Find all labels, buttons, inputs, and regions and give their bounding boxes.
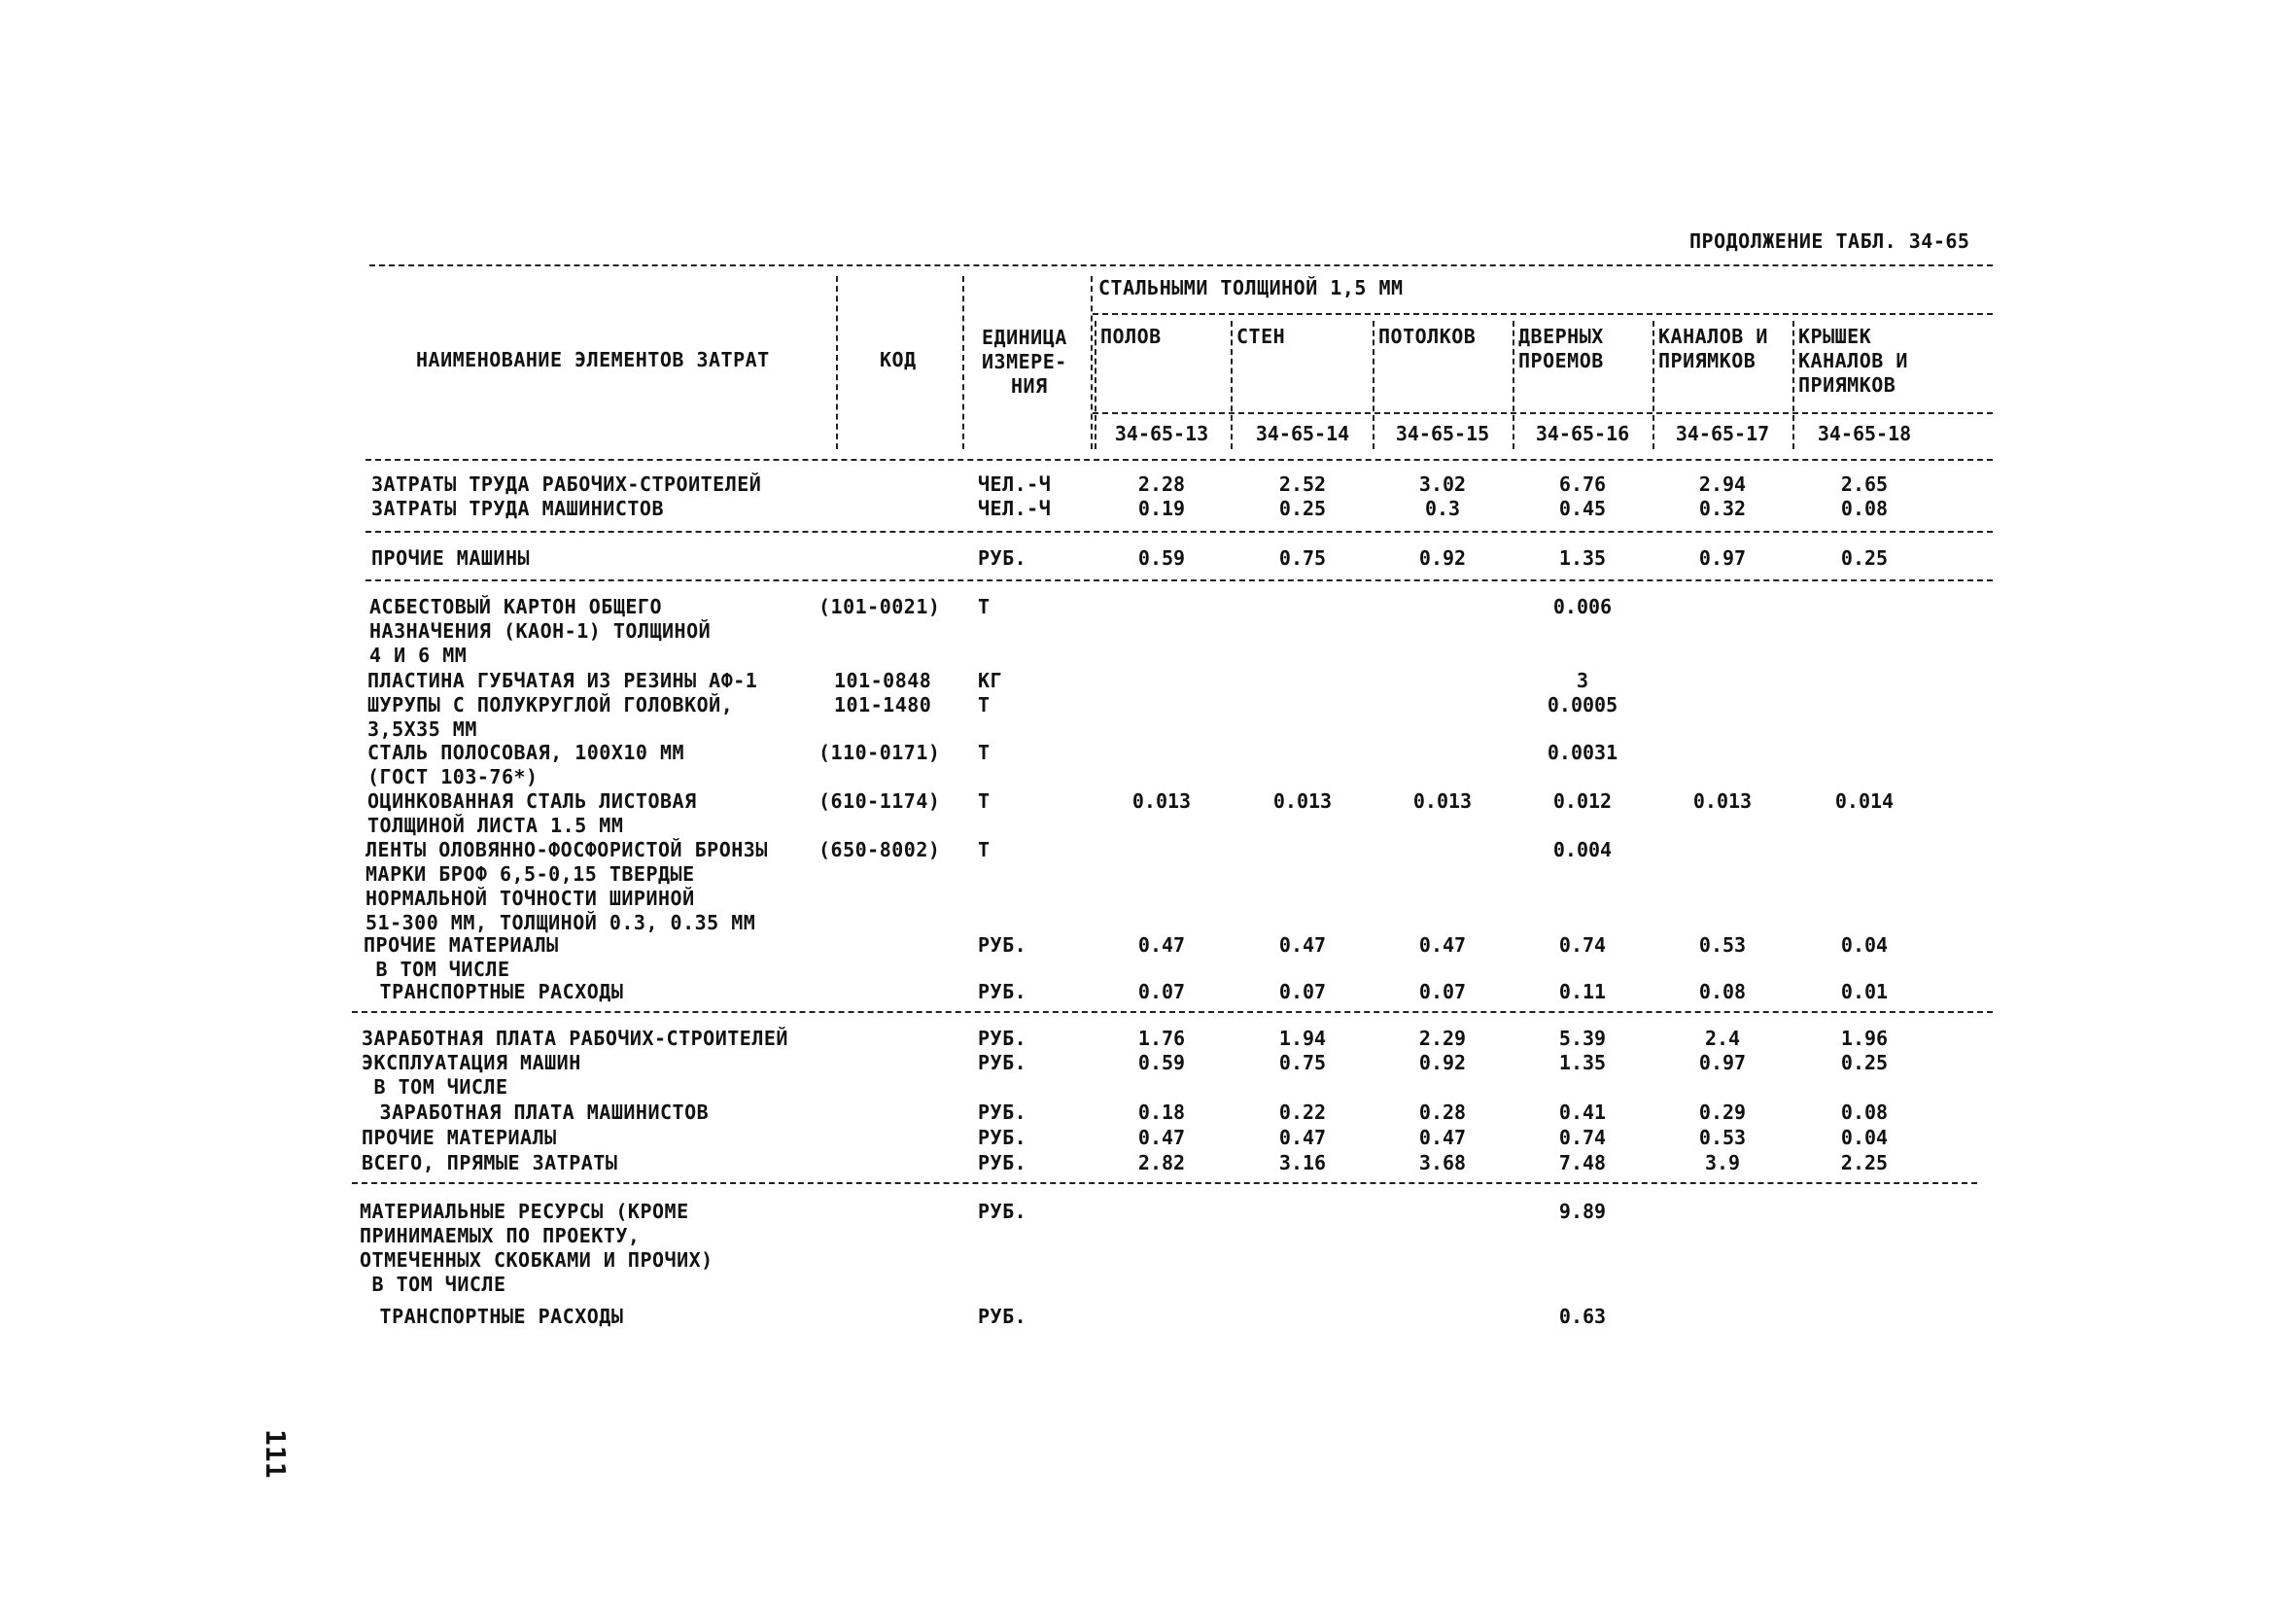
row-unit: Т xyxy=(978,789,991,813)
header-code-rule xyxy=(1093,412,1993,414)
row-value: 3.16 xyxy=(1278,1151,1327,1174)
row-value: 0.47 xyxy=(1418,1126,1467,1149)
row-value: 0.97 xyxy=(1698,1051,1747,1074)
row-value: 0.28 xyxy=(1418,1101,1467,1124)
row-name: В ТОМ ЧИСЛЕ xyxy=(362,1075,508,1099)
row-value: 0.25 xyxy=(1840,546,1889,570)
row-name: ПРОЧИЕ МАТЕРИАЛЫ xyxy=(364,933,559,957)
row-name: ОТМЕЧЕННЫХ СКОБКАМИ И ПРОЧИХ) xyxy=(360,1248,713,1272)
row-value: 3.02 xyxy=(1418,472,1467,496)
row-unit: Т xyxy=(978,741,991,764)
row-value: 0.0005 xyxy=(1547,693,1618,717)
page-number: 111 xyxy=(260,1429,292,1479)
row-value: 0.013 xyxy=(1272,789,1333,813)
row-value: 0.014 xyxy=(1834,789,1895,813)
row-value: 1.35 xyxy=(1558,546,1607,570)
row-value: 0.97 xyxy=(1698,546,1747,570)
header-subcol-divider xyxy=(1513,321,1514,449)
header-subcol-divider xyxy=(1792,321,1794,449)
header-name-col: НАИМЕНОВАНИЕ ЭЛЕМЕНТОВ ЗАТРАТ xyxy=(416,348,770,371)
row-code: (101-0021) xyxy=(818,595,941,618)
row-name: ПРИНИМАЕМЫХ ПО ПРОЕКТУ, xyxy=(360,1224,641,1247)
row-value: 0.75 xyxy=(1278,1051,1327,1074)
row-value: 0.47 xyxy=(1278,1126,1327,1149)
header-subcol-label: ПРИЯМКОВ xyxy=(1658,349,1757,372)
row-name: ЗАТРАТЫ ТРУДА РАБОЧИХ-СТРОИТЕЛЕЙ xyxy=(371,472,762,496)
row-value: 9.89 xyxy=(1558,1200,1607,1223)
group-separator xyxy=(352,1182,1977,1184)
row-value: 0.25 xyxy=(1840,1051,1889,1074)
row-name: ПРОЧИЕ МАШИНЫ xyxy=(371,546,531,570)
row-value: 3.68 xyxy=(1418,1151,1467,1174)
row-value: 0.08 xyxy=(1840,1101,1889,1124)
row-value: 5.39 xyxy=(1558,1027,1607,1050)
row-unit: РУБ. xyxy=(978,1151,1027,1174)
row-value: 0.22 xyxy=(1278,1101,1327,1124)
row-value: 0.29 xyxy=(1698,1101,1747,1124)
table-caption: ПРОДОЛЖЕНИЕ ТАБЛ. 34-65 xyxy=(1689,229,1970,253)
row-value: 0.25 xyxy=(1278,497,1327,520)
row-value: 0.47 xyxy=(1137,1126,1186,1149)
row-unit: Т xyxy=(978,693,991,717)
header-unit-col-1: ЕДИНИЦА xyxy=(982,326,1067,349)
row-value: 0.013 xyxy=(1412,789,1473,813)
row-value: 0.0031 xyxy=(1547,741,1618,764)
row-name: НОРМАЛЬНОЙ ТОЧНОСТИ ШИРИНОЙ xyxy=(365,887,695,910)
header-subcol-label: КАНАЛОВ И xyxy=(1798,349,1908,372)
row-value: 0.07 xyxy=(1137,980,1186,1003)
row-unit: РУБ. xyxy=(978,1027,1027,1050)
header-subcol-label: КРЫШЕК xyxy=(1798,325,1872,348)
row-value: 0.47 xyxy=(1137,933,1186,957)
row-name: ОЦИНКОВАННАЯ СТАЛЬ ЛИСТОВАЯ xyxy=(367,789,697,813)
row-name: ЗАРАБОТНАЯ ПЛАТА МАШИНИСТОВ xyxy=(367,1101,710,1124)
row-name: ЗАРАБОТНАЯ ПЛАТА РАБОЧИХ-СТРОИТЕЛЕЙ xyxy=(362,1027,788,1050)
header-subcol-divider xyxy=(1095,321,1096,449)
row-unit: РУБ. xyxy=(978,1126,1027,1149)
row-name: 51-300 ММ, ТОЛЩИНОЙ 0.3, 0.35 ММ xyxy=(365,911,756,934)
row-name: ВСЕГО, ПРЯМЫЕ ЗАТРАТЫ xyxy=(362,1151,618,1174)
row-value: 0.04 xyxy=(1840,1126,1889,1149)
group-separator xyxy=(365,579,1993,581)
row-unit: РУБ. xyxy=(978,933,1027,957)
row-value: 0.013 xyxy=(1131,789,1192,813)
row-value: 0.47 xyxy=(1278,933,1327,957)
row-unit: ЧЕЛ.-Ч xyxy=(978,472,1052,496)
row-unit: Т xyxy=(978,838,991,861)
row-name: МАТЕРИАЛЬНЫЕ РЕСУРСЫ (КРОМЕ xyxy=(360,1200,689,1223)
row-code: (610-1174) xyxy=(818,789,941,813)
row-value: 0.47 xyxy=(1418,933,1467,957)
row-name: В ТОМ ЧИСЛЕ xyxy=(364,958,510,981)
row-name: ТРАНСПОРТНЫЕ РАСХОДЫ xyxy=(367,980,624,1003)
row-name: ЗАТРАТЫ ТРУДА МАШИНИСТОВ xyxy=(371,497,664,520)
row-value: 0.74 xyxy=(1558,933,1607,957)
row-code: 101-1480 xyxy=(834,693,932,717)
row-value: 7.48 xyxy=(1558,1151,1607,1174)
row-value: 0.41 xyxy=(1558,1101,1607,1124)
header-unit-col-3: НИЯ xyxy=(1011,374,1048,398)
row-value: 0.08 xyxy=(1840,497,1889,520)
header-subcol-code: 34-65-18 xyxy=(1817,422,1912,445)
row-unit: ЧЕЛ.-Ч xyxy=(978,497,1052,520)
row-value: 0.75 xyxy=(1278,546,1327,570)
row-unit: РУБ. xyxy=(978,1101,1027,1124)
row-value: 0.04 xyxy=(1840,933,1889,957)
row-value: 0.18 xyxy=(1137,1101,1186,1124)
header-subcol-code: 34-65-16 xyxy=(1535,422,1630,445)
row-code: (110-0171) xyxy=(818,741,941,764)
row-value: 0.07 xyxy=(1278,980,1327,1003)
header-subcol-label: СТЕН xyxy=(1236,325,1286,348)
row-value: 1.96 xyxy=(1840,1027,1889,1050)
row-value: 0.3 xyxy=(1424,497,1461,520)
header-subcol-divider xyxy=(1652,321,1654,449)
row-value: 2.29 xyxy=(1418,1027,1467,1050)
header-code-col: КОД xyxy=(880,348,917,371)
row-value: 2.82 xyxy=(1137,1151,1186,1174)
top-rule xyxy=(369,264,1993,266)
row-name: МАРКИ БРОФ 6,5-0,15 ТВЕРДЫЕ xyxy=(365,862,695,886)
row-value: 0.08 xyxy=(1698,980,1747,1003)
row-name: ПЛАСТИНА ГУБЧАТАЯ ИЗ РЕЗИНЫ АФ-1 xyxy=(367,669,758,692)
header-subcol-label: ДВЕРНЫХ xyxy=(1518,325,1604,348)
row-value: 1.76 xyxy=(1137,1027,1186,1050)
row-value: 0.006 xyxy=(1552,595,1613,618)
row-value: 0.63 xyxy=(1558,1305,1607,1328)
row-value: 0.74 xyxy=(1558,1126,1607,1149)
row-name: АСБЕСТОВЫЙ КАРТОН ОБЩЕГО xyxy=(369,595,662,618)
row-name: НАЗНАЧЕНИЯ (КАОН-1) ТОЛЩИНОЙ xyxy=(369,619,712,643)
header-subcol-label: ПОТОЛКОВ xyxy=(1378,325,1477,348)
row-name: ТОЛЩИНОЙ ЛИСТА 1.5 ММ xyxy=(367,814,624,837)
row-unit: РУБ. xyxy=(978,546,1027,570)
header-subcol-divider xyxy=(1373,321,1374,449)
row-value: 0.45 xyxy=(1558,497,1607,520)
row-value: 2.25 xyxy=(1840,1151,1889,1174)
row-value: 0.012 xyxy=(1552,789,1613,813)
row-value: 0.19 xyxy=(1137,497,1186,520)
row-value: 0.92 xyxy=(1418,546,1467,570)
header-subcol-label: ПРОЕМОВ xyxy=(1518,349,1604,372)
header-divider xyxy=(1091,276,1093,449)
row-value: 2.52 xyxy=(1278,472,1327,496)
row-value: 0.32 xyxy=(1698,497,1747,520)
header-divider xyxy=(962,276,964,449)
header-group-rule xyxy=(1093,313,1993,315)
header-subcol-label: ПРИЯМКОВ xyxy=(1798,373,1896,397)
row-value: 0.11 xyxy=(1558,980,1607,1003)
row-name: ТРАНСПОРТНЫЕ РАСХОДЫ xyxy=(367,1305,624,1328)
row-value: 2.4 xyxy=(1704,1027,1741,1050)
header-subcol-code: 34-65-13 xyxy=(1114,422,1209,445)
row-value: 0.07 xyxy=(1418,980,1467,1003)
row-value: 2.65 xyxy=(1840,472,1889,496)
row-name: (ГОСТ 103-76*) xyxy=(367,765,539,788)
row-value: 1.35 xyxy=(1558,1051,1607,1074)
header-subcol-code: 34-65-14 xyxy=(1255,422,1350,445)
row-unit: РУБ. xyxy=(978,1305,1027,1328)
row-code: 101-0848 xyxy=(834,669,932,692)
row-value: 2.28 xyxy=(1137,472,1186,496)
row-value: 3 xyxy=(1576,669,1589,692)
row-unit: РУБ. xyxy=(978,980,1027,1003)
row-name: ПРОЧИЕ МАТЕРИАЛЫ xyxy=(362,1126,557,1149)
row-name: ЛЕНТЫ ОЛОВЯННО-ФОСФОРИСТОЙ БРОНЗЫ xyxy=(365,838,768,861)
row-value: 0.92 xyxy=(1418,1051,1467,1074)
row-value: 0.01 xyxy=(1840,980,1889,1003)
header-subcol-code: 34-65-17 xyxy=(1675,422,1770,445)
row-name: ШУРУПЫ С ПОЛУКРУГЛОЙ ГОЛОВКОЙ, xyxy=(367,693,734,717)
row-value: 0.59 xyxy=(1137,1051,1186,1074)
header-divider xyxy=(836,276,838,449)
row-unit: Т xyxy=(978,595,991,618)
header-bottom-rule xyxy=(365,459,1993,461)
row-value: 6.76 xyxy=(1558,472,1607,496)
row-code: (650-8002) xyxy=(818,838,941,861)
header-unit-col-2: ИЗМЕРЕ- xyxy=(982,350,1067,373)
row-name: 4 И 6 ММ xyxy=(369,644,468,667)
row-name: 3,5Х35 ММ xyxy=(367,717,477,741)
row-unit: РУБ. xyxy=(978,1051,1027,1074)
row-value: 0.004 xyxy=(1552,838,1613,861)
row-value: 1.94 xyxy=(1278,1027,1327,1050)
group-separator xyxy=(352,1011,1993,1013)
row-value: 3.9 xyxy=(1704,1151,1741,1174)
row-value: 2.94 xyxy=(1698,472,1747,496)
row-unit: РУБ. xyxy=(978,1200,1027,1223)
header-subcol-code: 34-65-15 xyxy=(1395,422,1490,445)
row-name: СТАЛЬ ПОЛОСОВАЯ, 100Х10 ММ xyxy=(367,741,685,764)
row-value: 0.013 xyxy=(1692,789,1753,813)
row-name: В ТОМ ЧИСЛЕ xyxy=(360,1273,506,1296)
header-subcol-divider xyxy=(1231,321,1233,449)
header-subcol-label: КАНАЛОВ И xyxy=(1658,325,1768,348)
header-group-title: СТАЛЬНЫМИ ТОЛЩИНОЙ 1,5 ММ xyxy=(1098,276,1404,299)
row-name: ЭКСПЛУАТАЦИЯ МАШИН xyxy=(362,1051,581,1074)
row-value: 0.59 xyxy=(1137,546,1186,570)
group-separator xyxy=(365,531,1993,533)
row-unit: КГ xyxy=(978,669,1003,692)
row-value: 0.53 xyxy=(1698,933,1747,957)
header-subcol-label: ПОЛОВ xyxy=(1100,325,1162,348)
row-value: 0.53 xyxy=(1698,1126,1747,1149)
